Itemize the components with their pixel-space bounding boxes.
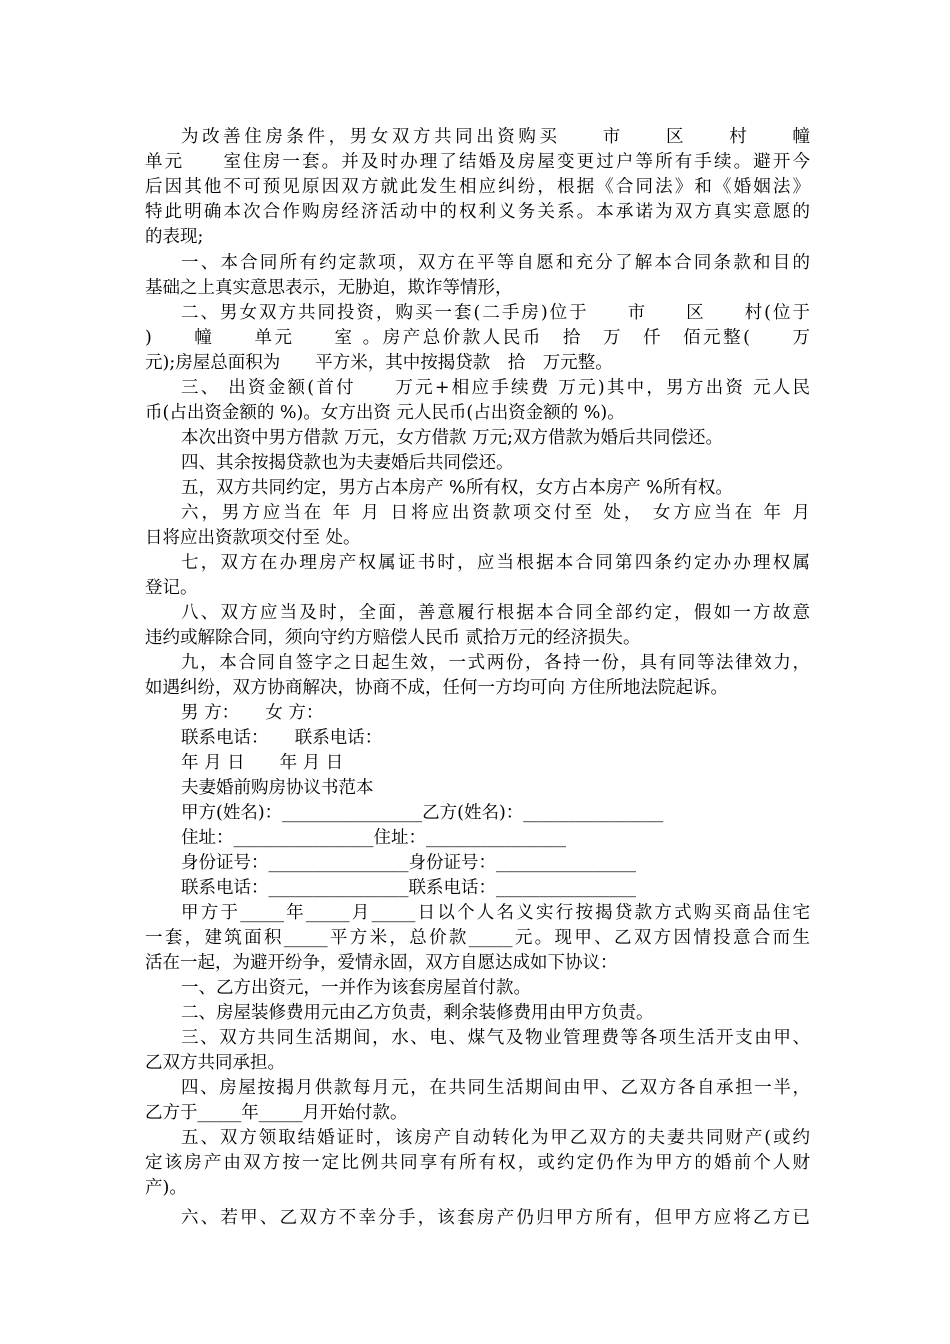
text-line: 活在一起，为避开纷争，爱情永固，双方自愿达成如下协议： bbox=[145, 953, 618, 973]
text-line: 四、其余按揭贷款也为夫妻婚后共同偿还。 bbox=[181, 453, 514, 473]
form-line-id: 身份证号：________________身份证号：________________ bbox=[181, 853, 636, 873]
text-line: 一、本合同所有约定款项，双方在平等自愿和充分了解本合同条款和目的 bbox=[181, 253, 810, 273]
text-line: 六，男方应当在 年 月 日将应出资款项交付至 处， 女方应当在 年 月 bbox=[181, 503, 810, 523]
text-line: 产)。 bbox=[145, 1178, 187, 1198]
date-line: 年 月 日 年 月 日 bbox=[181, 753, 344, 773]
text-line: 二、房屋装修费用元由乙方负责，剩余装修费用由甲方负责。 bbox=[181, 1003, 654, 1023]
text-line: 后因其他不可预见原因双方就此发生相应纠纷，根据《合同法》和《婚姻法》 bbox=[145, 177, 810, 197]
text-line: 六、若甲、乙双方不幸分手，该套房产仍归甲方所有，但甲方应将乙方已 bbox=[181, 1208, 810, 1228]
signature-line: 男 方： 女 方： bbox=[181, 703, 324, 723]
text-line: 如遇纠纷，双方协商解决，协商不成，任何一方均可向 方住所地法院起诉。 bbox=[145, 678, 729, 698]
text-line: 特此明确本次合作购房经济活动中的权利义务关系。本承诺为双方真实意愿的 bbox=[145, 202, 810, 222]
form-line-address: 住址：________________住址：________________ bbox=[181, 828, 566, 848]
text-line: 违约或解除合同，须向守约方赔偿人民币 贰拾万元的经济损失。 bbox=[145, 628, 641, 648]
text-line: 甲方于_____年_____月_____日以个人名义实行按揭贷款方式购买商品住宅 bbox=[181, 903, 810, 923]
text-line: 币(占出资金额的 %)。女方出资 元人民币(占出资金额的 %)。 bbox=[145, 403, 625, 423]
phone-line: 联系电话： 联系电话： bbox=[181, 728, 383, 748]
text-line: 基础之上真实意思表示，无胁迫，欺诈等情形， bbox=[145, 278, 513, 298]
text-line: 四、房屋按揭月供款每月元，在共同生活期间由甲、乙双方各自承担一半， bbox=[181, 1078, 810, 1098]
text-line: 一、乙方出资元，一并作为该套房屋首付款。 bbox=[181, 978, 531, 998]
text-line: 九，本合同自签字之日起生效，一式两份，各持一份，具有同等法律效力， bbox=[181, 653, 810, 673]
section-title: 夫妻婚前购房协议书范本 bbox=[181, 778, 374, 798]
text-line: 单元 室住房一套。并及时办理了结婚及房屋变更过户等所有手续。避开今 bbox=[145, 152, 810, 172]
text-line: 元);房屋总面积为 平方米，其中按揭贷款 拾 万元整。 bbox=[145, 353, 613, 373]
text-line: 本次出资中男方借款 万元，女方借款 万元;双方借款为婚后共同偿还。 bbox=[181, 428, 724, 448]
text-line: 的表现; bbox=[145, 227, 204, 247]
text-line: 乙双方共同承担。 bbox=[145, 1053, 285, 1073]
text-line: 八、双方应当及时，全面，善意履行根据本合同全部约定，假如一方故意 bbox=[181, 603, 810, 623]
text-line: 乙方于_____年_____月开始付款。 bbox=[145, 1103, 408, 1123]
text-line: 为改善住房条件，男女双方共同出资购买 市 区 村 幢 bbox=[181, 127, 810, 147]
text-line: 三、 出资金额(首付 万元+相应手续费 万元)其中，男方出资 元人民 bbox=[181, 378, 810, 398]
text-line: 登记。 bbox=[145, 578, 198, 598]
text-line: 一套，建筑面积_____平方米，总价款_____元。现甲、乙双方因情投意合而生 bbox=[145, 928, 810, 948]
text-line: 五、双方领取结婚证时，该房产自动转化为甲乙双方的夫妻共同财产(或约 bbox=[181, 1128, 810, 1148]
text-line: 定该房产由双方按一定比例共同享有所有权，或约定仍作为甲方的婚前个人财 bbox=[145, 1153, 810, 1173]
form-line-names: 甲方(姓名)：________________乙方(姓名)：________________ bbox=[181, 803, 664, 823]
text-line: 五，双方共同约定，男方占本房产 %所有权，女方占本房产 %所有权。 bbox=[181, 478, 733, 498]
form-line-phone: 联系电话：________________联系电话：________________ bbox=[181, 878, 636, 898]
text-line: 日将应出资款项交付至 处。 bbox=[145, 528, 361, 548]
text-line: 三、双方共同生活期间，水、电、煤气及物业管理费等各项生活开支由甲、 bbox=[181, 1028, 810, 1048]
text-line: 七，双方在办理房产权属证书时，应当根据本合同第四条约定办办理权属 bbox=[181, 553, 810, 573]
text-line: ) 幢 单元 室 。房产总价款人民币 拾 万 仟 佰元整( 万 bbox=[145, 328, 810, 348]
text-line: 二、男女双方共同投资，购买一套(二手房)位于 市 区 村(位于 bbox=[181, 303, 810, 323]
